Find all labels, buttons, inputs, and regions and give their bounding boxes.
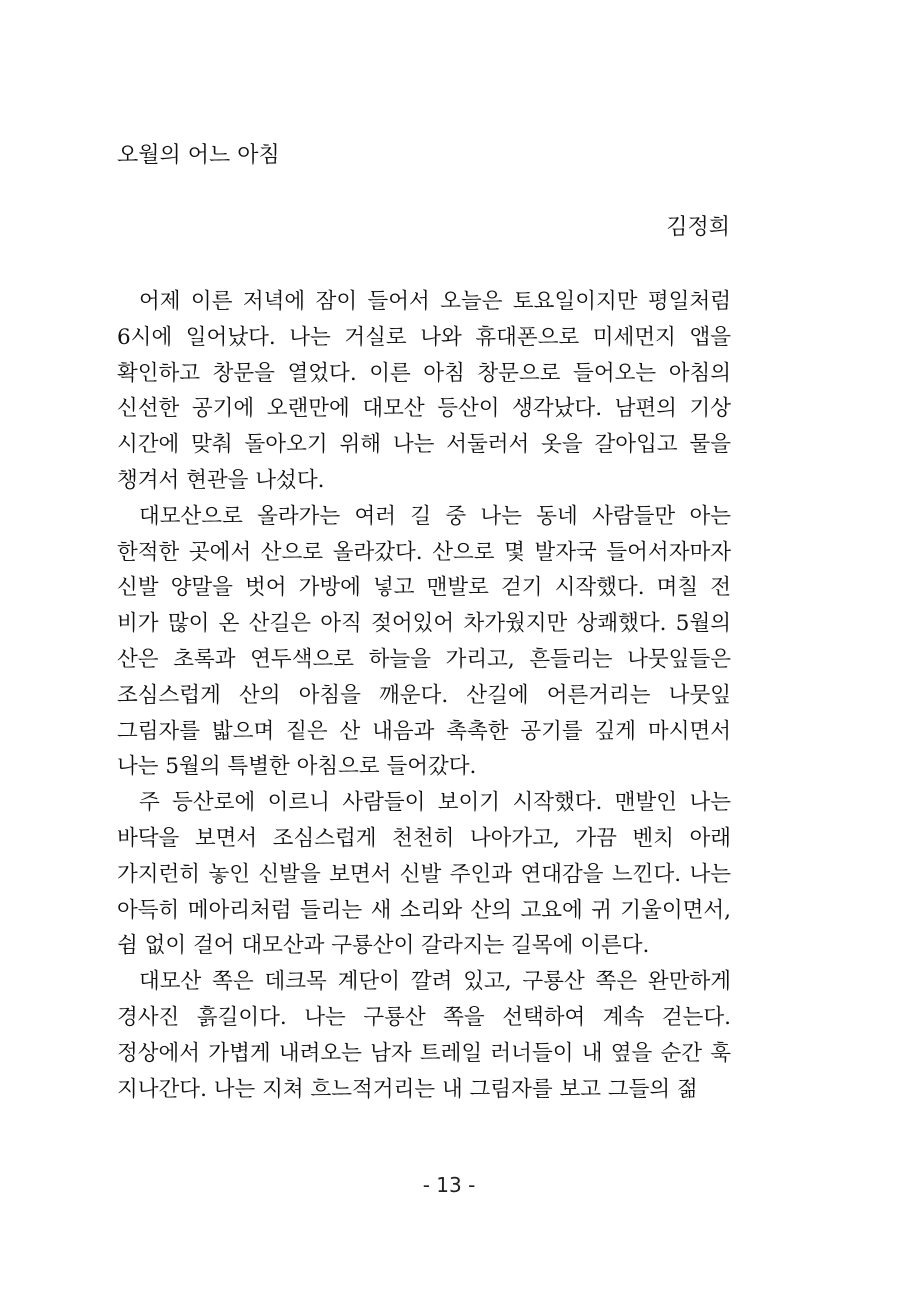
paragraph-2: 대모산으로 올라가는 여러 길 중 나는 동네 사람들만 아는 한적한 곳에서 산으로 올라갔다. 산으로 몇 발자국 들어서자마자 신발 양말을 벗어 가방에 넣고 맨발로 걷기 시작했다. 며칠 전 비가 많이 온 산길은 아직 젖어있어 차가웠지만 상쾌했다. 5월의 산은 초록과 연두색으로 하늘을 가리고, 흔들리는 나뭇잎들은 조심스럽게 산의 아침을 깨운다. 산길에 어른거리는 나뭇잎 그림자를 밟으며 짙은 산 내음과 촉촉한 공기를 깊게 마시면서 나는 5월의 특별한 아침으로 들어갔다. <box>117 503 731 780</box>
paragraph-3: 주 등산로에 이르니 사람들이 보이기 시작했다. 맨발인 나는 바닥을 보면서 조심스럽게 천천히 나아가고, 가끔 벤치 아래 가지런히 놓인 신발을 보면서 신발 주인과 연대감을 느낀다. 나는 아득히 메아리처럼 들리는 새 소리와 산의 고요에 귀 기울이면서, 쉼 없이 걸어 대모산과 구룡산이 갈라지는 길목에 이른다. <box>117 790 731 959</box>
essay-title: 오월의 어느 아침 <box>117 143 280 168</box>
page-number: - 13 - <box>422 1173 476 1197</box>
paragraph-1: 어제 이른 저녁에 잠이 들어서 오늘은 토요일이지만 평일처럼 6시에 일어났다. 나는 거실로 나와 휴대폰으로 미세먼지 앱을 확인하고 창문을 열었다. 이른 아침 창문으로 들어오는 아침의 신선한 공기에 오랜만에 대모산 등산이 생각났다. 남편의 기상 시간에 맞춰 돌아오기 위해 나는 서둘러서 옷을 갈아입고 물을 챙겨서 현관을 나섰다. <box>117 289 731 493</box>
author-name: 김정희 <box>666 215 730 240</box>
essay-body <box>117 284 731 1107</box>
paragraph-4: 대모산 쪽은 데크목 계단이 깔려 있고, 구룡산 쪽은 완만하게 경사진 흙길이다. 나는 구룡산 쪽을 선택하여 계속 걷는다. 정상에서 가볍게 내려오는 남자 트레일 러너들이 내 옆을 순간 훅 지나간다. 나는 지쳐 흐느적거리는 내 그림자를 보고 그들의 젊 <box>117 969 731 1102</box>
